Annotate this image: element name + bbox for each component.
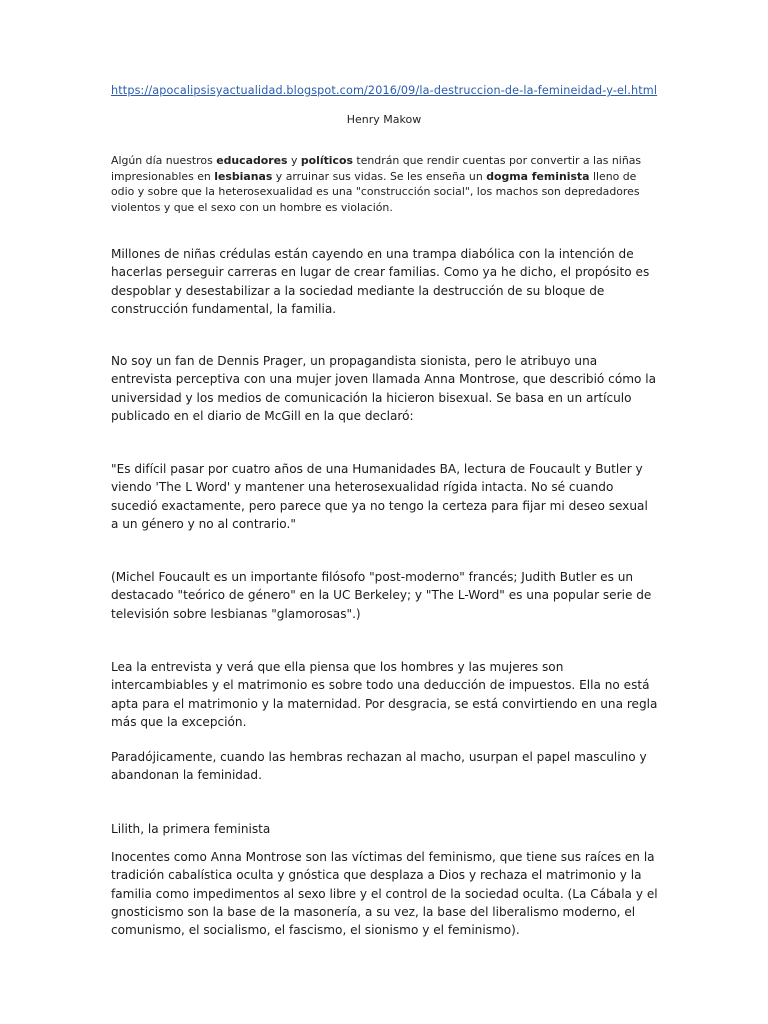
intro-bold-term: educadores bbox=[216, 154, 288, 167]
intro-text: Algún día nuestros bbox=[111, 154, 217, 167]
intro-paragraph bbox=[111, 153, 659, 215]
intro-text: y bbox=[287, 154, 301, 167]
body-paragraph: Millones de niñas crédulas están cayendo en una trampa diabólica con la intención de hacerlas perseguir carreras en lugar de crear familias. Como ya he dicho, el propósito es despoblar y desestabilizar a la sociedad mediante la destrucción de su bloque de construcción fundamental, la familia. bbox=[111, 247, 650, 316]
author-name: Henry Makow bbox=[346, 113, 422, 126]
intro-text: tendrán que rendir cuentas por convertir a las niñas impresionables en bbox=[111, 154, 642, 183]
body-paragraph: No soy un fan de Dennis Prager, un propagandista sionista, pero le atribuyo una entrevista perceptiva con una mujer joven llamada Anna Montrose, que describió cómo la universidad y los medios de comunicación la hicieron bisexual. Se basa en un artículo publicado en el diario de McGill en la que declaró: bbox=[111, 354, 657, 423]
section-heading: Lilith, la primera feminista bbox=[111, 822, 271, 836]
intro-text: lleno de odio y sobre que la heterosexualidad es una "construcción social", los machos son depredadores violentos y que el sexo con un hombre es violación. bbox=[111, 169, 640, 214]
intro-bold-term: políticos bbox=[300, 154, 353, 167]
intro-bold-term: lesbianas bbox=[214, 169, 273, 183]
body-paragraph: Lea la entrevista y verá que ella piensa que los hombres y las mujeres son intercambiables y el matrimonio es sobre todo una deducción de impuestos. Ella no está apta para el matrimonio y la maternidad. Por desgracia, se está convirtiendo en una regla más que la excepción. bbox=[111, 660, 658, 729]
intro-text: y arruinar sus vidas. Se les enseña un bbox=[272, 169, 487, 183]
body-paragraph: Paradójicamente, cuando las hembras rechazan al macho, usurpan el papel masculino y abandonan la feminidad. bbox=[111, 750, 647, 783]
source-link[interactable]: https://apocalipsisyactualidad.blogspot.com/2016/09/la-destruccion-de-la-femineidad-y-el.html bbox=[111, 84, 658, 97]
intro-bold-term: dogma feminista bbox=[486, 169, 590, 183]
body-paragraph: Inocentes como Anna Montrose son las víctimas del feminismo, que tiene sus raíces en la tradición cabalística oculta y gnóstica que desplaza a Dios y rechaza el matrimonio y la familia como impedimentos al sexo libre y el control de la sociedad oculta. (La Cábala y el gnosticismo son la base de la masonería, a su vez, la base del liberalismo moderno, el comunismo, el socialismo, el fascismo, el sionismo y el feminismo). bbox=[111, 850, 658, 938]
quote-paragraph: "Es difícil pasar por cuatro años de una Humanidades BA, lectura de Foucault y Butler y viendo 'The L Word' y mantener una heterosexualidad rígida intacta. No sé cuando sucedió exactamente, pero parece que ya no tengo la certeza para fijar mi deseo sexual a un género y no al contrario." bbox=[111, 462, 648, 531]
body-paragraph: (Michel Foucault es un importante filósofo "post-moderno" francés; Judith Butler es un destacado "teórico de género" en la UC Berkeley; y "The L-Word" es una popular serie de televisión sobre lesbianas "glamorosas".) bbox=[111, 570, 652, 621]
